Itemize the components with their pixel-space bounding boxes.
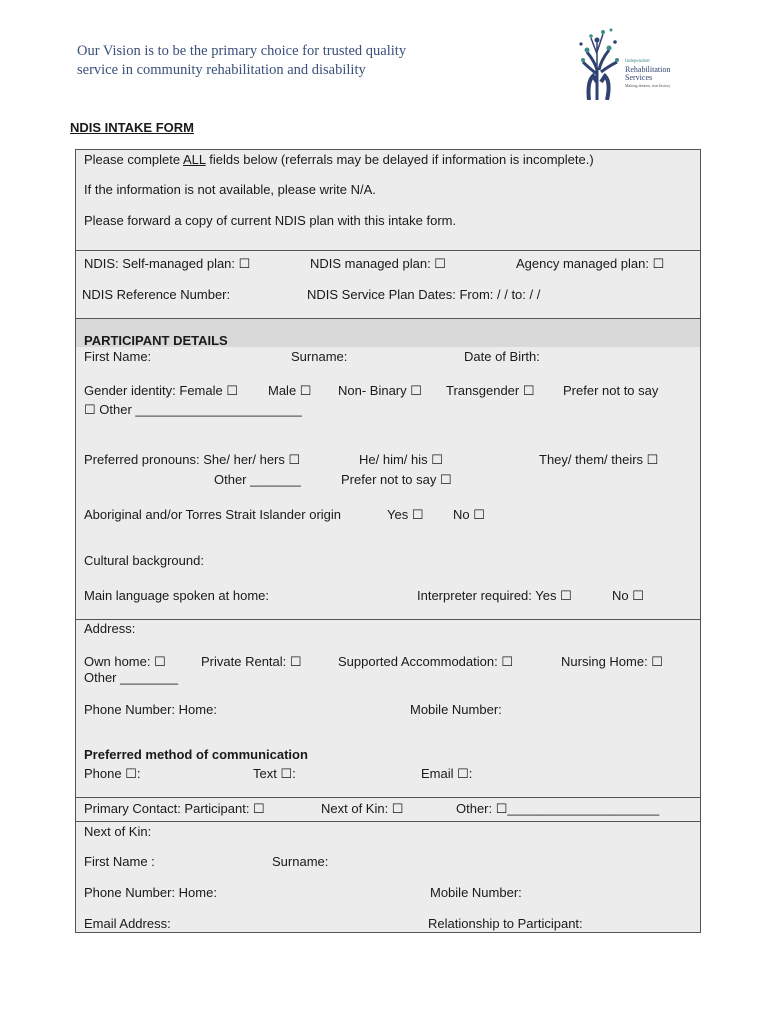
pronoun-he-checkbox[interactable]: He/ him/ his ☐ [359, 452, 443, 467]
gender-female-checkbox[interactable]: Gender identity: Female ☐ [84, 383, 239, 398]
vision-line-2: service in community rehabilitation and disability [77, 62, 366, 78]
form-title: NDIS INTAKE FORM [70, 120, 194, 135]
interpreter-yes-checkbox[interactable]: Interpreter required: Yes ☐ [417, 588, 572, 603]
next-of-kin-label: Next of Kin: [84, 824, 152, 839]
aboriginal-no-checkbox[interactable]: No ☐ [453, 507, 485, 522]
nok-email-field[interactable]: Email Address: [84, 916, 171, 931]
gender-transgender-checkbox[interactable]: Transgender ☐ [446, 383, 535, 398]
gender-nonbinary-checkbox[interactable]: Non- Binary ☐ [338, 383, 422, 398]
next-of-kin-section [75, 821, 701, 933]
communication-heading: Preferred method of communication [84, 747, 308, 762]
participant-mobile-field[interactable]: Mobile Number: [410, 702, 502, 717]
logo-line-2: Rehabilitation [625, 65, 671, 74]
intro-line-2: If the information is not available, please write N/A. [84, 182, 376, 197]
ndis-agency-managed-checkbox[interactable]: Agency managed plan: ☐ [516, 256, 665, 271]
logo-text [625, 58, 670, 90]
first-name-field[interactable]: First Name: [84, 349, 152, 364]
aboriginal-label: Aboriginal and/or Torres Strait Islander origin [84, 507, 342, 522]
comm-phone-checkbox[interactable]: Phone ☐: [84, 766, 141, 781]
aboriginal-yes-checkbox[interactable]: Yes ☐ [387, 507, 424, 522]
intro-line-1-post: fields below (referrals may be delayed if information is incomplete.) [205, 152, 594, 167]
primary-contact-participant-checkbox[interactable]: Primary Contact: Participant: ☐ [84, 801, 265, 816]
intro-line-3: Please forward a copy of current NDIS plan with this intake form. [84, 213, 457, 228]
main-language-field[interactable]: Main language spoken at home: [84, 588, 270, 603]
participant-heading: PARTICIPANT DETAILS [84, 333, 228, 348]
tree-hands-logo-icon [575, 22, 625, 100]
nok-relationship-field[interactable]: Relationship to Participant: [428, 916, 583, 931]
intro-line-1-all: ALL [183, 152, 206, 167]
nok-mobile-field[interactable]: Mobile Number: [430, 885, 522, 900]
gender-prefer-not-label[interactable]: Prefer not to say [563, 383, 659, 398]
pronoun-other-field[interactable]: Other _______ [214, 472, 301, 487]
comm-email-checkbox[interactable]: Email ☐: [421, 766, 473, 781]
nok-surname-field[interactable]: Surname: [272, 854, 329, 869]
address-section [75, 619, 701, 797]
own-home-checkbox[interactable]: Own home: ☐ [84, 654, 166, 669]
private-rental-checkbox[interactable]: Private Rental: ☐ [201, 654, 302, 669]
cultural-background-field[interactable]: Cultural background: [84, 553, 204, 568]
intro-line-1 [84, 152, 594, 167]
interpreter-no-checkbox[interactable]: No ☐ [612, 588, 644, 603]
gender-other-field[interactable]: ☐ Other _______________________ [84, 402, 302, 417]
pronoun-they-checkbox[interactable]: They/ them/ theirs ☐ [539, 452, 659, 467]
vision-statement [77, 42, 406, 80]
nursing-home-checkbox[interactable]: Nursing Home: ☐ [561, 654, 663, 669]
primary-contact-section [75, 797, 701, 821]
address-other-field[interactable]: Other ________ [84, 670, 178, 685]
ndis-managed-checkbox[interactable]: NDIS managed plan: ☐ [310, 256, 446, 271]
address-field[interactable]: Address: [84, 621, 136, 636]
participant-section [75, 318, 701, 619]
nok-first-name-field[interactable]: First Name : [84, 854, 155, 869]
logo-line-3: Services [625, 73, 653, 82]
organisation-logo [575, 22, 690, 100]
surname-field[interactable]: Surname: [291, 349, 348, 364]
pronoun-she-checkbox[interactable]: Preferred pronouns: She/ her/ hers ☐ [84, 452, 301, 467]
gender-male-checkbox[interactable]: Male ☐ [268, 383, 312, 398]
ndis-self-managed-checkbox[interactable]: NDIS: Self-managed plan: ☐ [84, 256, 251, 271]
intro-line-1-pre: Please complete [84, 152, 184, 167]
comm-text-checkbox[interactable]: Text ☐: [253, 766, 296, 781]
vision-line-1: Our Vision is to be the primary choice for trusted quality [77, 43, 407, 59]
supported-accommodation-checkbox[interactable]: Supported Accommodation: ☐ [338, 654, 513, 669]
intro-section [75, 149, 701, 250]
nok-phone-home-field[interactable]: Phone Number: Home: [84, 885, 217, 900]
primary-contact-other-field[interactable]: Other: ☐_____________________ [456, 801, 660, 816]
dob-field[interactable]: Date of Birth: [464, 349, 540, 364]
participant-phone-home-field[interactable]: Phone Number: Home: [84, 702, 217, 717]
ndis-reference-field[interactable]: NDIS Reference Number: [82, 287, 231, 302]
pronoun-prefer-not-checkbox[interactable]: Prefer not to say ☐ [341, 472, 452, 487]
ndis-plan-dates-field[interactable]: NDIS Service Plan Dates: From: / / to: / / [307, 287, 541, 302]
primary-contact-next-of-kin-checkbox[interactable]: Next of Kin: ☐ [321, 801, 404, 816]
logo-line-4: Making dreams, true history [625, 83, 671, 88]
logo-line-1: Independent [625, 59, 650, 64]
ndis-section [75, 250, 701, 318]
